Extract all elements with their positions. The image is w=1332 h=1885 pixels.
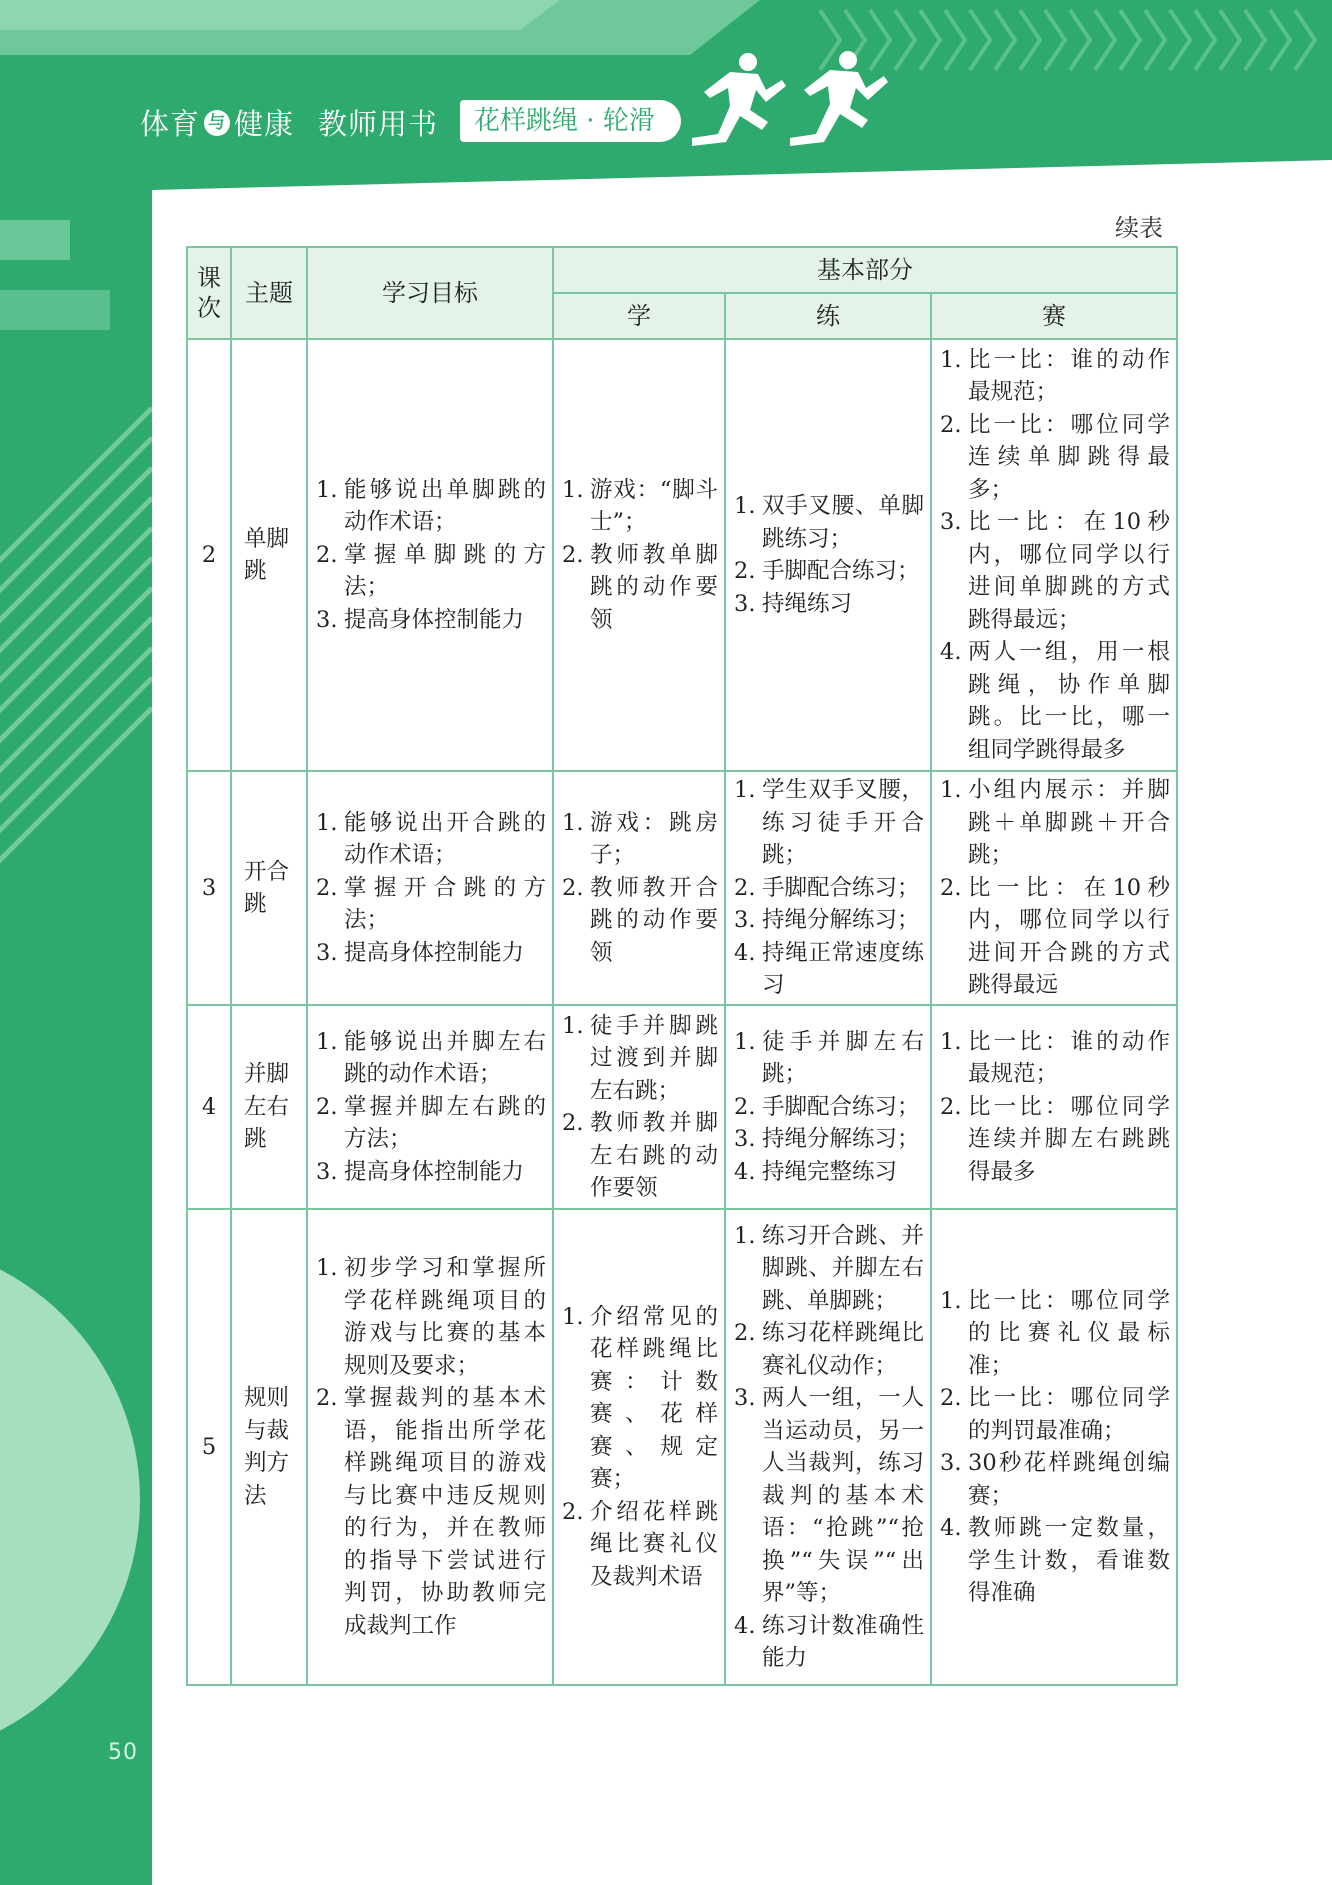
item-number: 3. <box>940 1450 962 1476</box>
practice-cell <box>725 339 931 771</box>
practice-list <box>726 490 930 620</box>
item-number: 2. <box>734 1320 756 1346</box>
lesson-topic <box>231 339 307 771</box>
lesson-number: 4 <box>187 1005 231 1209</box>
item-number: 4. <box>940 639 962 666</box>
item-text: 比一比：在10秒内，哪位同学以行进间开合跳的方式跳得最远 <box>968 874 1171 999</box>
item-text: 手脚配合练习； <box>762 1093 920 1120</box>
item-number: 2. <box>940 874 962 901</box>
item-number: 2. <box>734 1093 756 1120</box>
table-row <box>187 771 1177 1005</box>
practice-item <box>734 588 924 621</box>
item-text: 徒手并脚跳过渡到并脚左右跳； <box>590 1012 718 1104</box>
header-goals: 学习目标 <box>307 247 553 339</box>
practice-list <box>726 774 930 1002</box>
item-number: 2. <box>940 1093 962 1120</box>
header-practice: 练 <box>725 293 931 339</box>
practice-cell <box>725 1209 931 1685</box>
item-text: 掌握裁判的基本术语，能指出所学花样跳绳项目的游戏与比赛中违反规则的行为，并在教师的指导下尝试进行判罚，协助教师完成裁判工作 <box>344 1385 546 1639</box>
table-body <box>187 339 1177 1685</box>
item-number: 4. <box>940 1515 962 1541</box>
learn-cell <box>553 339 725 771</box>
item-text: 教师教单脚跳的动作要领 <box>590 541 718 633</box>
item-number: 4. <box>734 939 756 966</box>
practice-item <box>734 1382 924 1610</box>
compete-item <box>940 344 1170 409</box>
lesson-number: 5 <box>187 1209 231 1685</box>
table-row <box>187 1209 1177 1685</box>
header-compete: 赛 <box>931 293 1177 339</box>
learn-item <box>562 807 718 872</box>
item-number: 1. <box>562 1303 584 1330</box>
item-number: 2. <box>316 874 338 901</box>
item-text: 教师教并脚左右跳的动作要领 <box>590 1110 718 1201</box>
item-number: 1. <box>940 346 962 373</box>
learn-list <box>554 1301 724 1594</box>
goals-item <box>316 1382 546 1642</box>
item-number: 3. <box>734 907 756 934</box>
goals-item <box>316 604 546 637</box>
item-number: 2. <box>734 874 756 901</box>
item-text: 双手叉腰、单脚跳练习； <box>762 493 924 552</box>
item-number: 3. <box>316 939 338 966</box>
item-number: 3. <box>316 606 338 633</box>
item-text: 手脚配合练习； <box>762 558 920 584</box>
item-text: 小组内展示：并脚跳＋单脚跳＋开合跳； <box>968 777 1171 869</box>
learn-cell <box>553 1005 725 1209</box>
goals-cell <box>307 771 553 1005</box>
item-number: 3. <box>734 1385 756 1411</box>
item-number: 3. <box>734 1126 756 1153</box>
item-text: 能够说出开合跳的动作术语； <box>344 809 546 869</box>
goals-item <box>316 937 546 970</box>
item-text: 两人一组，一人当运动员，另一人当裁判，练习裁判的基本术语：“抢跳”“抢换”“失误”“出界”等； <box>762 1385 924 1606</box>
item-text: 练习花样跳绳比赛礼仪动作； <box>762 1320 924 1379</box>
compete-item <box>940 409 1170 507</box>
item-text: 介绍花样跳绳比赛礼仪及裁判术语 <box>590 1498 718 1590</box>
learn-item <box>562 1301 718 1496</box>
goals-list <box>308 1026 552 1189</box>
item-text: 能够说出并脚左右跳的动作术语； <box>344 1028 546 1088</box>
goals-item <box>316 1252 546 1382</box>
header-topic: 主题 <box>231 247 307 339</box>
item-number: 2. <box>562 1110 584 1136</box>
goals-cell <box>307 1209 553 1685</box>
compete-item <box>940 1091 1170 1189</box>
practice-item <box>734 872 924 905</box>
sidebar-decoration <box>0 0 152 1885</box>
compete-cell <box>931 1005 1177 1209</box>
item-text: 比一比：谁的动作最规范； <box>968 1028 1171 1088</box>
item-text: 初步学习和掌握所学花样跳绳项目的游戏与比赛的基本规则及要求； <box>344 1255 546 1379</box>
learn-item <box>562 474 718 539</box>
item-text: 比一比：哪位同学连续并脚左右跳跳得最多 <box>968 1093 1171 1185</box>
goals-list <box>308 1252 552 1642</box>
item-text: 比一比：在10秒内，哪位同学以行进间单脚跳的方式跳得最远； <box>968 509 1171 633</box>
practice-item <box>734 555 924 588</box>
item-text: 游戏：“脚斗士”； <box>590 476 718 536</box>
lesson-topic-text: 开合跳 <box>244 858 290 917</box>
item-number: 2. <box>316 1385 338 1411</box>
item-number: 4. <box>734 1612 756 1639</box>
item-number: 1. <box>940 777 962 804</box>
practice-item <box>734 1026 924 1091</box>
practice-cell <box>725 1005 931 1209</box>
header-title-part2: 健康 <box>234 107 295 141</box>
item-number: 2. <box>940 1385 962 1411</box>
item-number: 1. <box>734 777 756 804</box>
item-number: 2. <box>562 541 584 568</box>
runners-icon <box>670 50 900 160</box>
item-text: 学生双手叉腰，练习徒手开合跳； <box>762 777 924 869</box>
item-text: 提高身体控制能力 <box>344 939 525 966</box>
item-number: 2. <box>562 1498 584 1525</box>
item-text: 游戏：跳房子； <box>590 809 718 869</box>
item-number: 1. <box>940 1287 962 1314</box>
compete-list <box>932 1026 1176 1189</box>
item-text: 徒手并脚左右跳； <box>762 1028 924 1088</box>
practice-item <box>734 774 924 872</box>
compete-item <box>940 872 1170 1002</box>
lesson-topic <box>231 1005 307 1209</box>
compete-list <box>932 344 1176 767</box>
item-text: 持绳分解练习； <box>762 1126 920 1153</box>
item-number: 1. <box>316 809 338 836</box>
practice-list <box>726 1220 930 1675</box>
item-text: 比一比：哪位同学的比赛礼仪最标准； <box>968 1287 1171 1379</box>
lesson-number: 3 <box>187 771 231 1005</box>
sidebar-stripes <box>0 0 152 1885</box>
learn-cell <box>553 771 725 1005</box>
item-number: 1. <box>562 809 584 836</box>
goals-item <box>316 872 546 937</box>
practice-item <box>734 904 924 937</box>
learn-list <box>554 1010 724 1205</box>
practice-item <box>734 1156 924 1189</box>
goals-cell <box>307 1005 553 1209</box>
learn-item <box>562 1107 718 1205</box>
item-number: 2. <box>562 874 584 901</box>
learn-list <box>554 474 724 637</box>
item-text: 30秒花样跳绳创编赛； <box>968 1450 1171 1509</box>
item-number: 1. <box>316 1255 338 1281</box>
item-number: 3. <box>940 509 962 536</box>
item-text: 持绳练习 <box>762 590 853 617</box>
lesson-topic-text: 单脚跳 <box>244 525 290 584</box>
goals-list <box>308 474 552 637</box>
compete-cell <box>931 771 1177 1005</box>
item-text: 持绳完整练习 <box>762 1158 898 1185</box>
learn-item <box>562 1010 718 1108</box>
header-title-part1: 体育 <box>140 107 201 141</box>
header-basic: 基本部分 <box>553 247 1177 293</box>
item-number: 2. <box>940 411 962 438</box>
item-number: 4. <box>734 1158 756 1185</box>
item-text: 持绳正常速度练习 <box>762 939 924 999</box>
header-tag: 花样跳绳 · 轮滑 <box>460 100 681 142</box>
item-number: 2. <box>316 541 338 568</box>
goals-item <box>316 539 546 604</box>
item-text: 能够说出单脚跳的动作术语； <box>344 476 546 536</box>
item-number: 3. <box>316 1158 338 1185</box>
compete-item <box>940 1447 1170 1512</box>
compete-item <box>940 1026 1170 1091</box>
item-text: 教师跳一定数量，学生计数，看谁数得准确 <box>968 1515 1171 1606</box>
header-book: 教师用书 <box>318 107 439 141</box>
learn-cell <box>553 1209 725 1685</box>
practice-item <box>734 1091 924 1124</box>
practice-item <box>734 937 924 1002</box>
item-text: 介绍常见的花样跳绳比赛：计数赛、花样赛、规定赛； <box>590 1303 718 1493</box>
practice-list <box>726 1026 930 1189</box>
item-number: 3. <box>734 590 756 617</box>
lesson-topic <box>231 1209 307 1685</box>
item-text: 掌握单脚跳的方法； <box>344 541 546 601</box>
goals-cell <box>307 339 553 771</box>
practice-item <box>734 1220 924 1318</box>
item-text: 两人一组，用一根跳绳，协作单脚跳。比一比，哪一组同学跳得最多 <box>968 639 1171 763</box>
lesson-plan-table <box>186 246 1178 1686</box>
item-text: 持绳分解练习； <box>762 907 920 934</box>
compete-item <box>940 1512 1170 1610</box>
item-number: 1. <box>562 1012 584 1039</box>
compete-cell <box>931 339 1177 771</box>
lesson-topic <box>231 771 307 1005</box>
compete-item <box>940 774 1170 872</box>
item-number: 1. <box>940 1028 962 1055</box>
item-text: 练习计数准确性能力 <box>762 1612 924 1671</box>
compete-list <box>932 1285 1176 1610</box>
item-number: 1. <box>734 1028 756 1055</box>
item-text: 比一比：哪位同学连续单脚跳得最多； <box>968 411 1171 503</box>
practice-item <box>734 490 924 555</box>
lesson-number: 2 <box>187 339 231 771</box>
item-text: 比一比：哪位同学的判罚最准确； <box>968 1385 1171 1444</box>
item-text: 提高身体控制能力 <box>344 606 525 633</box>
goals-item <box>316 1026 546 1091</box>
item-text: 掌握开合跳的方法； <box>344 874 546 934</box>
compete-item <box>940 636 1170 766</box>
item-number: 1. <box>734 1222 756 1249</box>
goals-list <box>308 807 552 970</box>
item-text: 手脚配合练习； <box>762 874 920 901</box>
header-title-mid: 与 <box>204 110 230 136</box>
learn-item <box>562 539 718 637</box>
item-number: 1. <box>562 476 584 503</box>
practice-cell <box>725 771 931 1005</box>
practice-item <box>734 1317 924 1382</box>
lesson-topic-text: 规则与裁判方法 <box>244 1385 290 1509</box>
header-lesson: 课次 <box>187 247 231 339</box>
goals-item <box>316 474 546 539</box>
compete-item <box>940 1285 1170 1383</box>
item-text: 练习开合跳、并脚跳、并脚左右跳、单脚跳； <box>762 1222 924 1314</box>
item-number: 2. <box>316 1093 338 1120</box>
practice-item <box>734 1610 924 1675</box>
item-text: 提高身体控制能力 <box>344 1158 525 1185</box>
compete-item <box>940 506 1170 636</box>
continued-label: 续表 <box>1115 214 1163 242</box>
header-learn: 学 <box>553 293 725 339</box>
learn-item <box>562 1496 718 1594</box>
practice-item <box>734 1123 924 1156</box>
lesson-topic-text: 并脚左右跳 <box>244 1061 290 1153</box>
goals-item <box>316 1156 546 1189</box>
item-number: 1. <box>316 1028 338 1055</box>
learn-list <box>554 807 724 970</box>
item-number: 1. <box>316 476 338 503</box>
compete-item <box>940 1382 1170 1447</box>
item-number: 2. <box>734 558 756 584</box>
item-text: 掌握并脚左右跳的方法； <box>344 1093 546 1153</box>
page-number: 50 <box>108 1740 138 1765</box>
table-row <box>187 1005 1177 1209</box>
table-row <box>187 339 1177 771</box>
item-text: 教师教开合跳的动作要领 <box>590 874 718 966</box>
goals-item <box>316 807 546 872</box>
goals-item <box>316 1091 546 1156</box>
item-text: 比一比：谁的动作最规范； <box>968 346 1171 406</box>
header-title <box>140 102 438 143</box>
compete-list <box>932 774 1176 1002</box>
learn-item <box>562 872 718 970</box>
compete-cell <box>931 1209 1177 1685</box>
item-number: 1. <box>734 493 756 519</box>
